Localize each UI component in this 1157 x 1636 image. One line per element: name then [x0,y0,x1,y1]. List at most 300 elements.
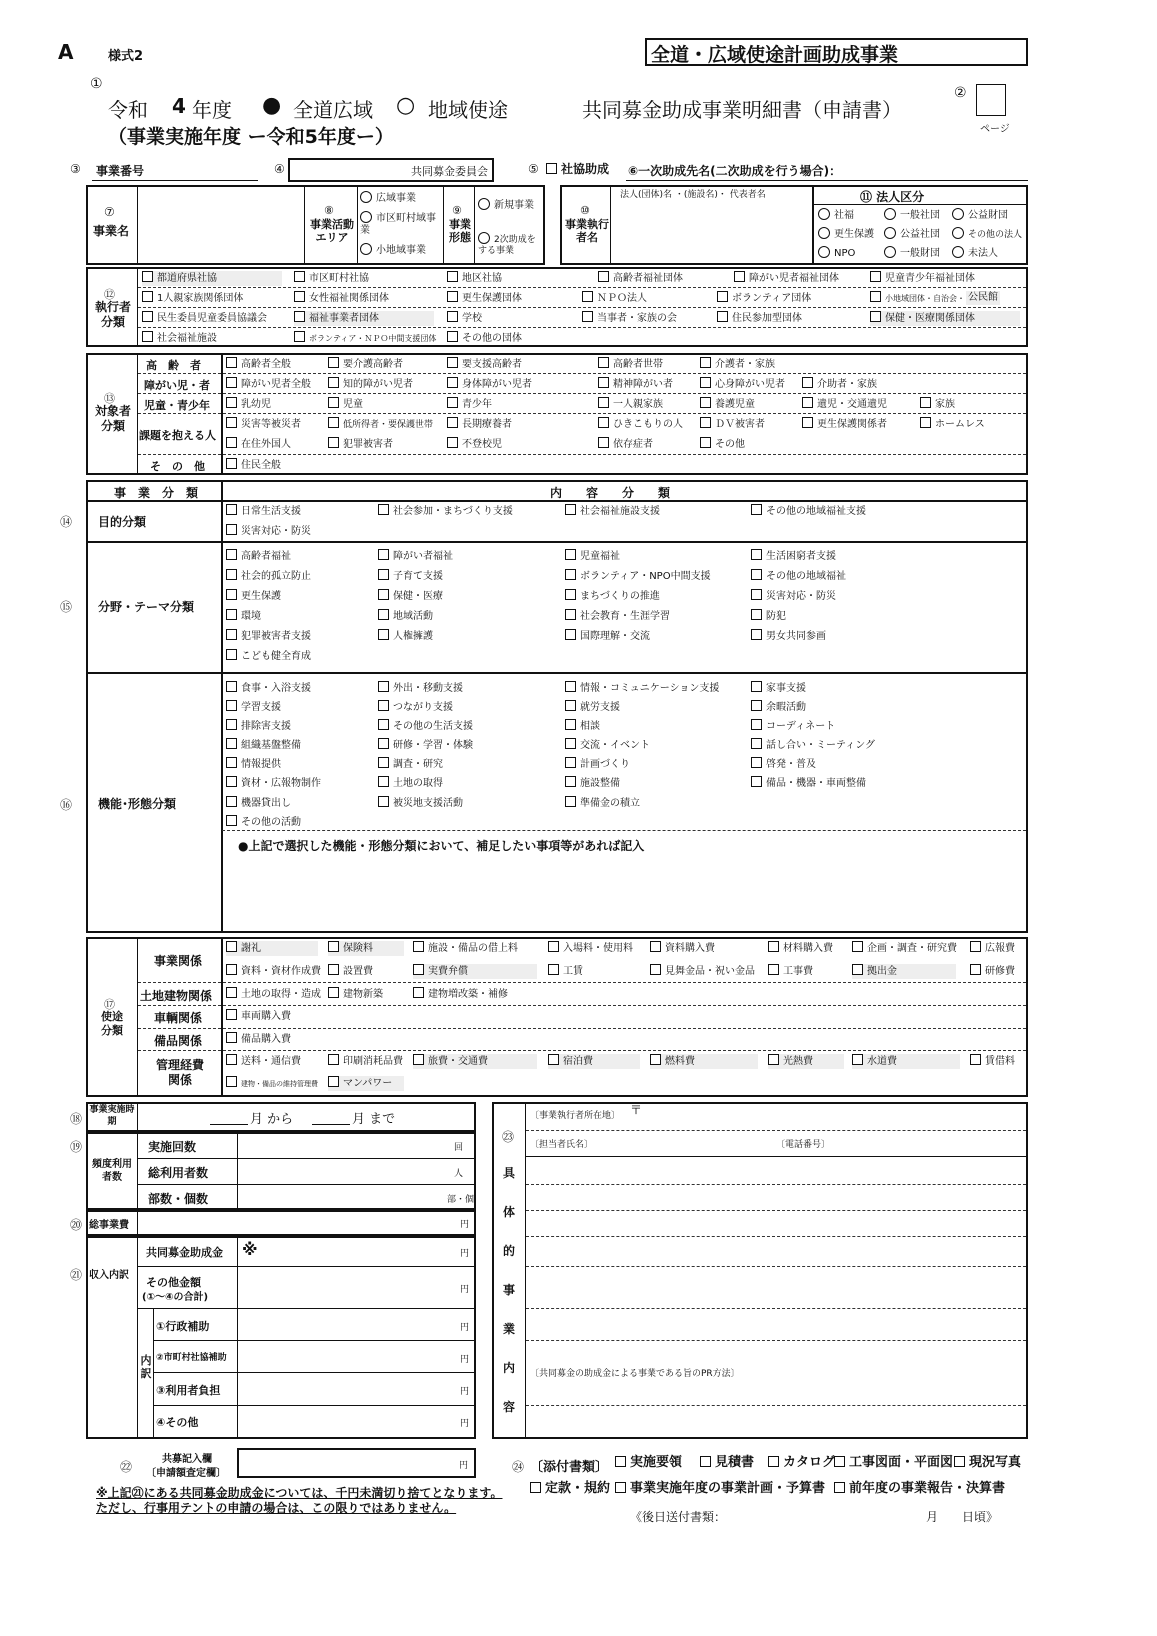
target-opt[interactable]: 高齢者全般 [226,357,291,372]
function-opt[interactable]: 調査・研究 [378,757,443,772]
function-opt[interactable]: 交流・イベント [565,738,650,753]
form-opt-new[interactable]: 新規事業 [478,198,534,213]
total-cost-block [86,1210,476,1236]
target-opt[interactable]: 災害等被災者 [226,417,301,432]
exec-opt[interactable]: 1人親家族関係団体 [142,291,243,306]
usage-opt[interactable]: 保険料 [328,941,404,956]
usage-opt[interactable]: 広報費 [970,941,1015,956]
usage-cat: 管理経費関係 [155,1058,204,1087]
function-note-textarea[interactable] [228,856,1018,926]
function-opt[interactable]: その他の活動 [226,815,301,830]
usage-opt[interactable]: 見舞金品・祝い金品 [650,964,755,979]
usage-opt[interactable]: 旅費・交通費 [413,1054,537,1069]
num-13: ⑬ [104,392,115,405]
purpose-opt[interactable]: 社会福祉施設支援 [565,504,660,519]
usage-opt[interactable]: 資料・資材作成費 [226,964,321,979]
circle-two: ② [954,85,967,101]
target-opt[interactable]: 長期療養者 [447,417,512,432]
corp-opt[interactable]: 一般社団 [884,208,940,223]
target-opt[interactable]: 知的障がい児者 [328,377,413,392]
target-opt[interactable]: 在住外国人 [226,437,291,452]
function-opt[interactable]: 相談 [565,719,600,734]
target-opt[interactable]: その他 [700,437,745,452]
target-opt[interactable]: 一人親家族 [598,397,663,412]
field-opt[interactable]: 生活困窮者支援 [751,549,836,564]
field-opt[interactable]: 災害対応・防災 [751,589,836,604]
function-opt[interactable]: 話し合い・ミーティング [751,738,875,753]
vertical-char: 具 [503,1166,516,1180]
vertical-char: 業 [503,1322,516,1336]
usage-cat: 土地建物関係 [140,989,213,1003]
target-opt[interactable]: 介助者・家族 [802,377,877,392]
attach-label: 〔添付書類〕 [530,1460,609,1475]
divider [237,1237,238,1438]
vertical-char: 的 [503,1244,516,1258]
divider [138,1184,475,1185]
target-opt[interactable]: ホームレス [920,417,985,432]
other-amount-sub: (①～④の合計) [142,1292,209,1303]
exec-opt[interactable]: 更生保護団体 [447,291,522,306]
breakdown-item: ④その他 [156,1416,199,1429]
function-opt[interactable]: 学習支援 [226,700,281,715]
field-opt[interactable]: 男女共同参画 [751,629,826,644]
function-opt[interactable]: 施設整備 [565,776,620,791]
era: 令和 [108,98,148,122]
divider [137,938,138,1096]
kyobo-sub: 〔申請額査定欄〕 [146,1468,226,1479]
divider [237,1133,238,1209]
usage-opt[interactable]: 燃料費 [650,1054,758,1069]
attach-opt[interactable]: 実施要領 [615,1456,682,1470]
num-21: ㉑ [70,1268,83,1282]
freq-unit: 人 [454,1169,464,1179]
committee-label: 共同募金委員会 [411,165,488,178]
divider [137,1211,138,1235]
field-opt[interactable]: 児童福祉 [565,549,620,564]
project-number-line[interactable] [92,180,258,181]
period-from-field[interactable] [210,1124,248,1125]
circle-one: ① [90,76,103,92]
corp-opt[interactable]: 更生保護 [818,227,874,242]
divider [526,1308,1026,1309]
field-opt[interactable]: ボランティア・NPO中間支援 [565,569,711,584]
corp-opt[interactable]: 未法人 [952,246,998,261]
function-opt[interactable]: 外出・移動支援 [378,681,463,696]
usage-opt[interactable]: 建物・備品の維持管理費 [226,1076,318,1091]
function-opt[interactable]: その他の生活支援 [378,719,473,734]
target-cat: 障がい児・者 [144,379,210,392]
num-22: ㉒ [120,1460,133,1474]
divider [138,1266,475,1267]
divider [137,1103,138,1131]
divider [154,1340,475,1341]
target-opt[interactable]: 遺児・交通遺児 [802,397,887,412]
exec-opt[interactable]: 障がい児者福祉団体 [734,271,839,286]
target-opt[interactable]: 住民全般 [226,458,281,473]
target-opt[interactable]: 身体障がい児者 [447,377,532,392]
field-opt[interactable]: 社会的孤立防止 [226,569,311,584]
yen-unit: 円 [458,1461,468,1471]
period-to: 月 まで [352,1112,396,1127]
function-opt[interactable]: 機器貸出し [226,796,291,811]
exec-opt[interactable]: 高齢者福祉団体 [598,271,683,286]
exec-opt[interactable]: 市区町村社協 [294,271,369,286]
purpose-opt[interactable]: 災害対応・防災 [226,524,311,539]
usage-opt[interactable]: 土地の取得・造成 [226,987,321,1002]
secondary-grant-label: ⑥一次助成先名(二次助成を行う場合)： [628,164,842,178]
exec-opt[interactable]: ＮＰＯ法人 [582,291,647,306]
usage-opt[interactable]: 謝礼 [226,941,318,956]
target-opt[interactable]: 養護児童 [700,397,755,412]
num-9: ⑨ [452,204,462,217]
fund-label: 共同募金助成金 [146,1246,223,1259]
target-opt[interactable]: 青少年 [447,397,492,412]
usage-cat: 備品関係 [154,1034,203,1048]
purpose-opt[interactable]: 日常生活支援 [226,504,301,519]
kyobo-label: 共募記入欄 [162,1454,212,1465]
implementation-year: （事業実施年度 ー令和5年度ー） [108,126,394,148]
target-opt[interactable]: 犯罪被害者 [328,437,393,452]
divider [138,327,1026,328]
later-label: 《後日送付書類： [630,1510,727,1524]
usage-opt[interactable]: 宿泊費 [548,1054,640,1069]
exec-opt[interactable]: ボランティア・ＮＰＯ中間支援団体 [294,331,436,346]
income-label: 収入内訳 [89,1270,129,1281]
field-opt[interactable]: 障がい者福祉 [378,549,453,564]
target-opt[interactable]: 障がい児者全般 [226,377,311,392]
exec-opt[interactable]: 学校 [447,311,482,326]
divider [153,1309,154,1438]
form-number: 様式2 [108,49,144,64]
field-opt[interactable]: 子育て支援 [378,569,443,584]
num-14: ⑭ [60,515,73,529]
usage-opt[interactable]: 設置費 [328,964,373,979]
form-corner-letter: A [58,40,74,64]
attach-opt[interactable]: 見積書 [700,1456,754,1470]
field-opt[interactable]: まちづくりの推進 [565,589,660,604]
page-number-box[interactable] [976,84,1006,116]
address-label: 〔事業執行者所在地〕 [530,1111,621,1121]
form-type-label: 事業形態 [449,218,471,244]
usage-opt[interactable]: 材料購入費 [768,941,833,956]
purpose-opt[interactable]: その他の地域福祉支援 [751,504,866,519]
num-8: ⑧ [324,204,334,217]
usage-cat: 事業関係 [154,954,203,968]
divider [138,373,1026,374]
breakdown-label: 内訳 [140,1354,152,1380]
divider [304,186,305,264]
target-opt[interactable]: 児童 [328,397,363,412]
area-opt-wide[interactable]: 広域事業 [360,191,416,206]
divider [357,186,358,264]
attach-opt[interactable]: 事業実施年度の事業計画・予算書 [615,1482,825,1496]
purpose-opt[interactable]: 社会参加・まちづくり支援 [378,504,513,519]
yen-unit: 円 [460,1285,470,1295]
num-5: ⑤ [528,162,539,176]
target-opt[interactable]: 更生保護関係者 [802,417,887,432]
divider [526,1156,1026,1157]
corp-type-header: ⑪ 法人区分 [860,190,925,204]
kominkan-label: 公民館 [968,292,998,303]
divider [525,1103,526,1438]
option-local: 地域使途 [428,98,508,122]
exec-opt[interactable]: その他の団体 [447,331,522,346]
attach-opt[interactable]: 現況写真 [954,1456,1021,1470]
divider [138,413,1026,414]
later-month: 月 [926,1510,939,1524]
divider [526,1130,1026,1131]
usage-opt[interactable]: 工事費 [768,964,813,979]
target-opt[interactable]: 要介護高齢者 [328,357,403,372]
field-opt[interactable]: 高齢者福祉 [226,549,291,564]
field-label: 分野・テーマ分類 [98,600,195,614]
target-opt[interactable]: ひきこもりの人 [598,417,683,432]
usage-opt[interactable]: 拠出金 [852,964,956,979]
project-number-label: 事業番号 [96,164,145,178]
field-opt[interactable]: 更生保護 [226,589,281,604]
field-opt[interactable]: 社会教育・生涯学習 [565,609,670,624]
function-opt[interactable]: 就労支援 [565,700,620,715]
divider [138,1158,475,1159]
page-label: ページ [980,124,1010,135]
exec-opt[interactable]: 社会福祉施設 [142,331,217,346]
attach-opt[interactable]: 工事図面・平面図 [834,1456,953,1470]
contact-label: 〔担当者氏名〕 [530,1140,594,1150]
divider [814,204,1026,205]
exec-opt[interactable]: 都道府県社協 [142,271,282,286]
target-opt[interactable]: 心身障がい児者 [700,377,785,392]
function-opt[interactable]: 被災地支援活動 [378,796,463,811]
usage-opt[interactable]: 建物新築 [328,987,383,1002]
function-opt[interactable]: 計画づくり [565,757,630,772]
secondary-grant-line[interactable] [626,180,1028,181]
corp-opt[interactable]: 公益社団 [884,227,940,242]
kyobo-field[interactable] [237,1448,476,1478]
radio-all-filled-icon[interactable]: ● [262,93,282,118]
function-opt[interactable]: 情報・コミュニケーション支援 [565,681,719,696]
usage-opt[interactable]: 工賃 [548,964,583,979]
target-opt[interactable]: ＤＶ被害者 [700,417,765,432]
divider [443,186,444,264]
exec-opt[interactable]: 保健・医療関係団体 [870,311,1020,326]
field-opt[interactable]: 防犯 [751,609,786,624]
vertical-char: 容 [503,1400,516,1414]
document-title: 共同募金助成事業明細書（申請書） [582,98,902,122]
usage-opt[interactable]: 建物増改築・補修 [413,987,508,1002]
function-note: ●上記で選択した機能・形態分類において、補足したい事項等があれば記入 [238,839,645,853]
usage-opt[interactable]: 施設・備品の借上料 [413,941,518,956]
classification-header-right: 内 容 分 類 [550,486,671,500]
fiscal-label: 年度 [192,98,232,122]
num-16: ⑯ [60,798,73,812]
exec-opt[interactable]: 住民参加型団体 [717,311,802,326]
usage-opt[interactable]: 賃借料 [970,1054,1015,1069]
program-title: 全道・広域使途計画助成事業 [651,44,899,66]
later-day: 日頃》 [962,1510,999,1524]
freq-block [86,1132,476,1210]
divider [221,481,223,932]
function-opt[interactable]: 啓発・普及 [751,757,816,772]
usage-opt[interactable]: マンパワー [328,1076,404,1091]
function-opt[interactable]: 準備金の積立 [565,796,640,811]
usage-opt[interactable]: 企画・調査・研究費 [852,941,957,956]
num-3: ③ [70,162,81,176]
function-opt[interactable]: 資材・広報物制作 [226,776,321,791]
usage-opt[interactable]: 備品購入費 [226,1032,291,1047]
corp-opt[interactable]: その他の法人 [952,227,1022,242]
target-opt[interactable]: 低所得者・要保護世帯 [328,417,433,432]
divider [87,541,1027,543]
corp-opt[interactable]: 社福 [818,208,854,223]
period-to-field[interactable] [312,1124,350,1125]
usage-opt[interactable]: 車両購入費 [226,1009,291,1024]
usage-cat: 車輌関係 [154,1011,203,1025]
area-label: 事業活動エリア [310,218,354,244]
target-opt[interactable]: 不登校児 [447,437,502,452]
phone-label: 〔電話番号〕 [776,1140,831,1150]
function-opt[interactable]: 情報提供 [226,757,281,772]
divider [154,1405,475,1406]
exec-opt[interactable]: 女性福祉関係団体 [294,291,389,306]
target-opt[interactable]: 依存症者 [598,437,653,452]
function-opt[interactable]: 排除害支援 [226,719,291,734]
usage-opt[interactable]: 送料・通信費 [226,1054,301,1069]
option-all-region: 全道広域 [293,98,373,122]
area-opt-municipal[interactable]: 市区町村域事業 [360,213,436,236]
function-opt[interactable]: 備品・機器・車両整備 [751,776,866,791]
shakyo-checkbox[interactable]: 社協助成 [546,162,609,176]
exec-opt[interactable]: 民生委員児童委員協議会 [142,311,267,326]
divider [610,186,611,264]
function-opt[interactable]: つながり支援 [378,700,453,715]
pr-label: 〔共同募金の助成金による事業である旨のPR方法〕 [530,1369,740,1379]
form-opt-secondary[interactable]: 2次助成をする事業 [478,232,542,257]
area-opt-small[interactable]: 小地域事業 [360,243,426,258]
committee-field[interactable] [288,158,494,182]
target-opt[interactable]: 家族 [920,397,955,412]
function-opt[interactable]: 組織基盤整備 [226,738,301,753]
attach-opt[interactable]: カタログ [768,1456,835,1470]
target-cat: そ の 他 [150,460,205,473]
field-opt[interactable]: 犯罪被害者支援 [226,629,311,644]
breakdown-item: ②市町村社協補助 [156,1353,227,1363]
usage-opt[interactable]: 入場料・使用料 [548,941,633,956]
exec-opt[interactable]: 当事者・家族の会 [582,311,677,326]
vertical-char: 体 [503,1205,516,1219]
divider [526,1184,1026,1185]
usage-class-label: 使途分類 [101,1010,123,1037]
usage-opt[interactable]: 水道費 [852,1054,960,1069]
divider [137,186,138,264]
vertical-char: 内 [503,1361,516,1375]
divider [138,454,1026,455]
exec-opt[interactable]: ボランティア団体 [717,291,811,306]
target-cat: 高 齢 者 [146,359,201,372]
exec-opt[interactable]: 地区社協 [447,271,502,286]
exec-opt[interactable]: 児童青少年福祉団体 [870,271,975,286]
target-opt[interactable]: 精神障がい者 [598,377,673,392]
yen-unit: 円 [460,1419,470,1429]
note-2: ただし、行事用テントの申請の場合は、この限りではありません。 [96,1501,457,1515]
field-opt[interactable]: 人権擁護 [378,629,433,644]
field-opt[interactable]: 保健・医療 [378,589,443,604]
divider [138,393,1026,394]
divider [526,1266,1026,1267]
target-opt[interactable]: 乳幼児 [226,397,271,412]
target-opt[interactable]: 介護者・家族 [700,357,775,372]
attach-opt[interactable]: 定款・規約 [530,1482,610,1496]
exec-opt[interactable]: 福祉事業者団体 [294,311,434,326]
breakdown-item: ①行政補助 [156,1320,210,1333]
usage-opt[interactable]: 印刷消耗品費 [328,1054,403,1069]
function-opt[interactable]: 余暇活動 [751,700,806,715]
divider [138,1028,1026,1029]
yen-unit: 円 [460,1249,470,1259]
divider [221,938,223,1096]
corp-opt[interactable]: 公益財団 [952,208,1008,223]
divider [137,1133,138,1209]
freq-row-label: 実施回数 [148,1140,197,1154]
divider [812,186,814,264]
field-opt[interactable]: その他の地域福祉 [751,569,846,584]
num-18: ⑱ [70,1112,83,1126]
field-opt[interactable]: 環境 [226,609,261,624]
divider [526,1236,1026,1237]
project-name-label: 事業名 [93,224,130,238]
num-24: ㉔ [512,1460,525,1474]
target-opt[interactable]: 要支援高齢者 [447,357,522,372]
attach-opt[interactable]: 前年度の事業報告・決算書 [834,1482,1005,1496]
function-opt[interactable]: 土地の取得 [378,776,443,791]
num-20: ⑳ [70,1218,83,1232]
num-19: ⑲ [70,1140,83,1154]
exec-opt[interactable]: 小地域団体・自治会・ [870,291,965,306]
target-cat: 課題を抱える人 [139,429,216,442]
divider [138,307,1026,308]
divider [138,1050,1026,1051]
yen-unit: 円 [460,1387,470,1397]
divider [87,672,1027,674]
corp-opt[interactable]: NPO [818,246,855,261]
other-amount-label: その他金額 [146,1276,201,1289]
num-4: ④ [274,162,285,176]
usage-opt[interactable]: 実費弁償 [413,964,537,979]
field-opt[interactable]: 国際理解・交流 [565,629,650,644]
usage-opt[interactable]: 資料購入費 [650,941,715,956]
divider [154,1372,475,1373]
divider [138,982,1026,983]
field-opt[interactable]: こども健全育成 [226,649,311,664]
usage-opt[interactable]: 光熱費 [768,1054,844,1069]
function-opt[interactable]: コーディネート [751,719,835,734]
postal-mark: 〒 [630,1103,643,1117]
divider [222,830,1026,831]
target-class-label: 対象者分類 [94,404,131,433]
divider [137,354,138,474]
usage-opt[interactable]: 研修費 [970,964,1015,979]
field-opt[interactable]: 地域活動 [378,609,433,624]
program-title-box [645,38,1028,66]
target-opt[interactable]: 高齢者世帯 [598,357,663,372]
function-opt[interactable]: 食事・入浴支援 [226,681,311,696]
executor-name-label: 事業執行者名 [565,218,609,244]
function-opt[interactable]: 家事支援 [751,681,806,696]
breakdown-item: ③利用者負担 [156,1384,221,1397]
corp-opt[interactable]: 一般財団 [884,246,940,261]
executor-hint: 法人(団体)名 ・(施設名)・ 代表者名 [620,190,766,200]
function-opt[interactable]: 研修・学習・体験 [378,738,473,753]
radio-local-empty-icon[interactable]: ○ [396,93,416,118]
